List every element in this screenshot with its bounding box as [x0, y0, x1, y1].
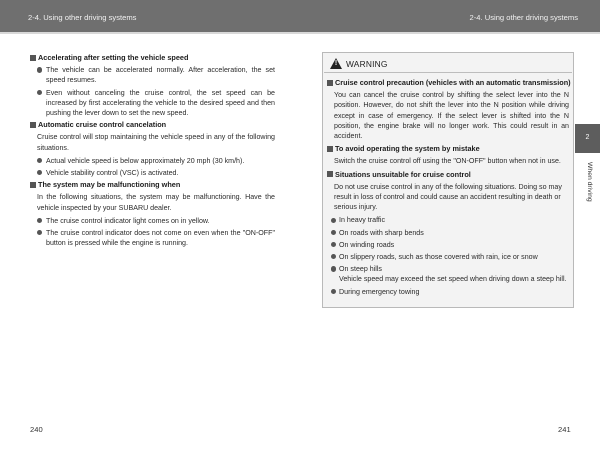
page-header: [0, 0, 600, 32]
header-right-title: 2-4. Using other driving systems: [469, 13, 578, 22]
warning-triangle-icon: !: [330, 58, 342, 69]
list-item: Even without canceling the cruise control, the set speed can be increased by first accelerating the vehicle to the desired speed and then pushing the lever down to set the new speed.: [30, 88, 275, 119]
list-item: The cruise control indicator does not come on even when the "ON-OFF" button is pressed while the engine is running.: [30, 228, 275, 248]
square-bullet-icon: [327, 146, 333, 152]
paragraph: Do not use cruise control in any of the following situations. Doing so may result in loss of control and could cause an accident resulting in death or serious injury.: [334, 182, 562, 212]
paragraph: You can cancel the cruise control by shifting the select lever into the N position. However, do not shift the lever into the N position while driving except in case of emergency. If the select lever is shifted into the N position, the engine brake will no longer work. This could result in an accident.: [334, 91, 569, 141]
page-number-left: 240: [30, 425, 43, 434]
square-bullet-icon: [30, 55, 36, 61]
right-column: [322, 52, 572, 308]
square-bullet-icon: [30, 122, 36, 128]
paragraph: Cruise control will stop maintaining the vehicle speed in any of the following situations.: [37, 133, 275, 152]
square-bullet-icon: [30, 182, 36, 188]
header-left-title: 2-4. Using other driving systems: [28, 13, 137, 22]
list-item: In heavy traffic: [327, 215, 569, 225]
list-item: On winding roads: [327, 240, 569, 250]
square-bullet-icon: [327, 80, 333, 86]
list-item: During emergency towing: [327, 287, 569, 297]
section-heading: Accelerating after setting the vehicle speed: [30, 53, 275, 63]
chapter-number: 2: [585, 134, 590, 141]
list-item: On slippery roads, such as those covered with rain, ice or snow: [327, 252, 569, 262]
list-item: Vehicle stability control (VSC) is activated.: [30, 168, 275, 178]
chapter-label: When driving: [586, 162, 593, 202]
list-item-subtext: Vehicle speed may exceed the set speed when driving down a steep hill.: [339, 275, 567, 284]
section-heading: Automatic cruise control cancelation: [30, 120, 275, 130]
warning-header: [324, 56, 572, 73]
page-number-right: 241: [558, 425, 571, 434]
header-divider: [0, 32, 600, 34]
section-heading: Cruise control precaution (vehicles with an automatic transmission): [327, 78, 569, 88]
list-item: Actual vehicle speed is below approximately 20 mph (30 km/h).: [30, 156, 275, 166]
list-item: The vehicle can be accelerated normally. After acceleration, the set speed resumes.: [30, 65, 275, 85]
paragraph: In the following situations, the system may be malfunctioning. Have the vehicle inspected by your SUBARU dealer.: [37, 193, 275, 212]
left-column: [30, 52, 275, 250]
section-heading: To avoid operating the system by mistake: [327, 144, 569, 154]
list-item: On roads with sharp bends: [327, 228, 569, 238]
warning-title: WARNING: [346, 59, 388, 69]
section-heading: The system may be malfunctioning when: [30, 180, 275, 190]
warning-box: [322, 52, 574, 308]
section-heading: Situations unsuitable for cruise control: [327, 170, 569, 180]
list-item: The cruise control indicator light comes on in yellow.: [30, 216, 275, 226]
list-item: On steep hills Vehicle speed may exceed the set speed when driving down a steep hill.: [327, 264, 569, 284]
chapter-tab: [575, 124, 600, 153]
square-bullet-icon: [327, 171, 333, 177]
paragraph: Switch the cruise control off using the "ON-OFF" button when not in use.: [334, 157, 561, 166]
